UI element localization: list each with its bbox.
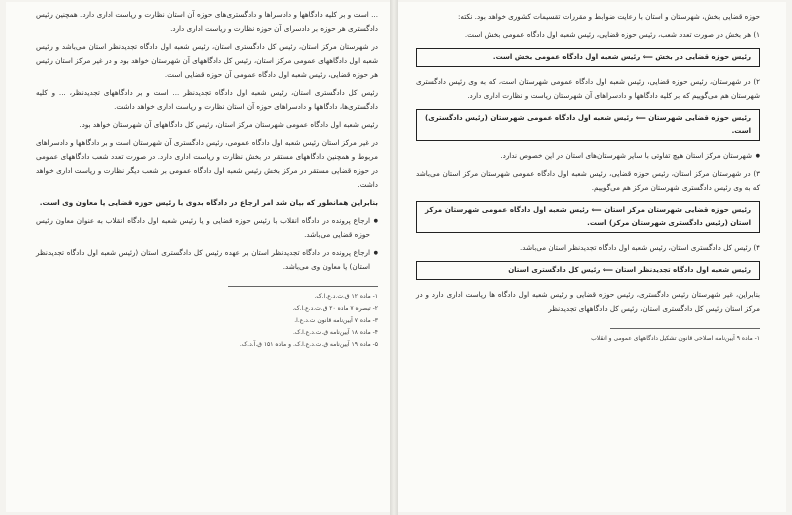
summary-box: رئیس شعبه اول دادگاه تجدیدنظر استان ⟸ رئیس کل دادگستری استان: [416, 261, 760, 280]
paragraph: در غیر مرکز استان رئیس شعبه اول دادگاه عمومی، رئیس دادگستری آن شهرستان است و بر دادگاهها و دادسراهای مربوط و همچنین دادگاههای مستقر در بخش نظارت و ریاست اداری دارد. در صورت تعدد شعب دادگاههای عمومی در حوزه قضایی مستقر در مرکز بخش رئیس شعبه اول دادگاه عمومی بر شعب دیگر نظارت و ریاست اداری خواهد داشت.: [36, 138, 378, 189]
summary-box: رئیس حوزه قضایی شهرستان مرکز استان ⟸ رئیس شعبه اول دادگاه عمومی شهرستان مرکز استان (رئیس دادگستری شهرستان مرکز) است.: [416, 201, 760, 233]
footnote: ۱- ماده ۱۲ ق.ت.د.ع.ا.ک.: [314, 293, 378, 300]
footnote: ۳- ماده ۷ آیین‌نامه قانون ت.د.ع.ا.: [294, 317, 378, 324]
paragraph: ... است و بر کلیه دادگاهها و دادسراها و دادگستری‌های حوزه آن استان نظارت و ریاست اداری دارد. همچنین رئیس دادگستری هر حوزه بر دادسرای آن حوزه نظارت و ریاست اداری دارد.: [36, 10, 378, 33]
right-page: [398, 2, 786, 512]
footnote-separator: [228, 286, 378, 287]
conclusion-paragraph: بنابراین، غیر شهرستان رئیس دادگستری، رئیس حوزه قضایی و رئیس شعبه اول دادگاه ها ریاست اداری دارد و در مرکز استان رئیس کل دادگستری استان، رئیس کل دادگاههای تجدیدنظر: [416, 290, 760, 313]
footnote: ۲- تبصره ۷ ماده ۲۰ ق.ت.د.ع.ا.ک.: [292, 305, 378, 312]
numbered-item: ۱) هر بخش در صورت تعدد شعب، رئیس حوزه قضایی، رئیس شعبه اول دادگاه عمومی بخش است.: [464, 30, 760, 39]
bullet-item: ● شهرستان مرکز استان هیچ تفاوتی با سایر شهرستان‌های استان در این خصوص ندارد.: [416, 149, 760, 163]
intro-paragraph: حوزه قضایی بخش، شهرستان و استان با رعایت ضوابط و مقررات تقسیمات کشوری خواهد بود. نکته:: [457, 12, 760, 21]
summary-box: رئیس حوزه قضایی شهرستان ⟸ رئیس شعبه اول دادگاه عمومی شهرستان (رئیس دادگستری) است.: [416, 109, 760, 141]
numbered-item: ۴) رئیس کل دادگستری استان، رئیس شعبه اول دادگاه تجدیدنظر استان می‌باشد.: [519, 243, 760, 252]
footnote: ۱- ماده ۹ آیین‌نامه اصلاحی قانون تشکیل دادگاههای عمومی و انقلاب: [591, 335, 760, 342]
bullet-item: ● ارجاع پرونده در دادگاه تجدیدنظر استان بر عهده رئیس کل دادگستری استان (رئیس شعبه اول دادگاه تجدیدنظر استان) یا معاون وی می‌باشد.: [36, 246, 378, 274]
footnote: ۴- ماده ۱۸ آیین‌نامه ق.ت.د.ع.ا.ک.: [292, 329, 378, 336]
bullet-item: ● ارجاع پرونده در دادگاه انقلاب با رئیس حوزه قضایی و یا رئیس شعبه اول دادگاه انقلاب به عنوان معاون رئیس حوزه قضایی می‌باشد.: [36, 214, 378, 242]
footnote-separator: [610, 328, 760, 329]
footnote: ۵- ماده ۱۹ آیین‌نامه ق.ت.د.ع.ا.ک. و ماده ۱۵۱ ق.آ.د.ک.: [239, 341, 378, 348]
numbered-item: ۳) در شهرستان مرکز استان، رئیس حوزه قضایی، رئیس شعبه اول دادگاه عمومی شهرستان مرکز استان می‌باشد که به وی رئیس دادگستری شهرستان مرکز هم می‌گوییم.: [416, 169, 760, 192]
left-page: [6, 2, 390, 512]
bold-statement: بنابراین همانطور که بیان شد امر ارجاع در دادگاه بدوی با رئیس حوزه قضایی یا معاون وی است.: [39, 198, 378, 207]
paragraph: در شهرستان مرکز استان، رئیس کل دادگستری استان، رئیس شعبه اول دادگاه تجدیدنظر استان می‌باشد و رئیس شعبه اول دادگاههای عمومی مرکز استان، رئیس کل دادگاههای آن شهرستان خواهد بود و در غیر مرکز استان رئیس هر حوزه قضایی، رئیس شعبه اول دادگاه عمومی آن حوزه قضایی است.: [36, 42, 378, 79]
numbered-item: ۲) در شهرستان، رئیس حوزه قضایی، رئیس شعبه اول دادگاه عمومی شهرستان است، که به وی رئیس دادگستری شهرستان هم می‌گوییم که بر کلیه دادگاهها و دادسراهای آن شهرستان ریاست و نظارت اداری دارد.: [416, 77, 760, 100]
summary-box: رئیس حوزه قضایی در بخش ⟸ رئیس شعبه اول دادگاه عمومی بخش است.: [416, 48, 760, 67]
paragraph: رئیس کل دادگستری استان، رئیس شعبه اول دادگاه تجدیدنظر ... است و بر دادگاههای تجدیدنظر، ... و کلیه دادگستری‌ها، دادگاهها و دادسراهای حوزه آن استان نظارت و ریاست اداری خواهد داشت.: [36, 88, 378, 111]
book-gutter: [390, 0, 398, 515]
paragraph: رئیس شعبه اول دادگاه عمومی شهرستان مرکز استان، رئیس کل دادگاههای آن شهرستان خواهد بود.: [79, 120, 378, 129]
